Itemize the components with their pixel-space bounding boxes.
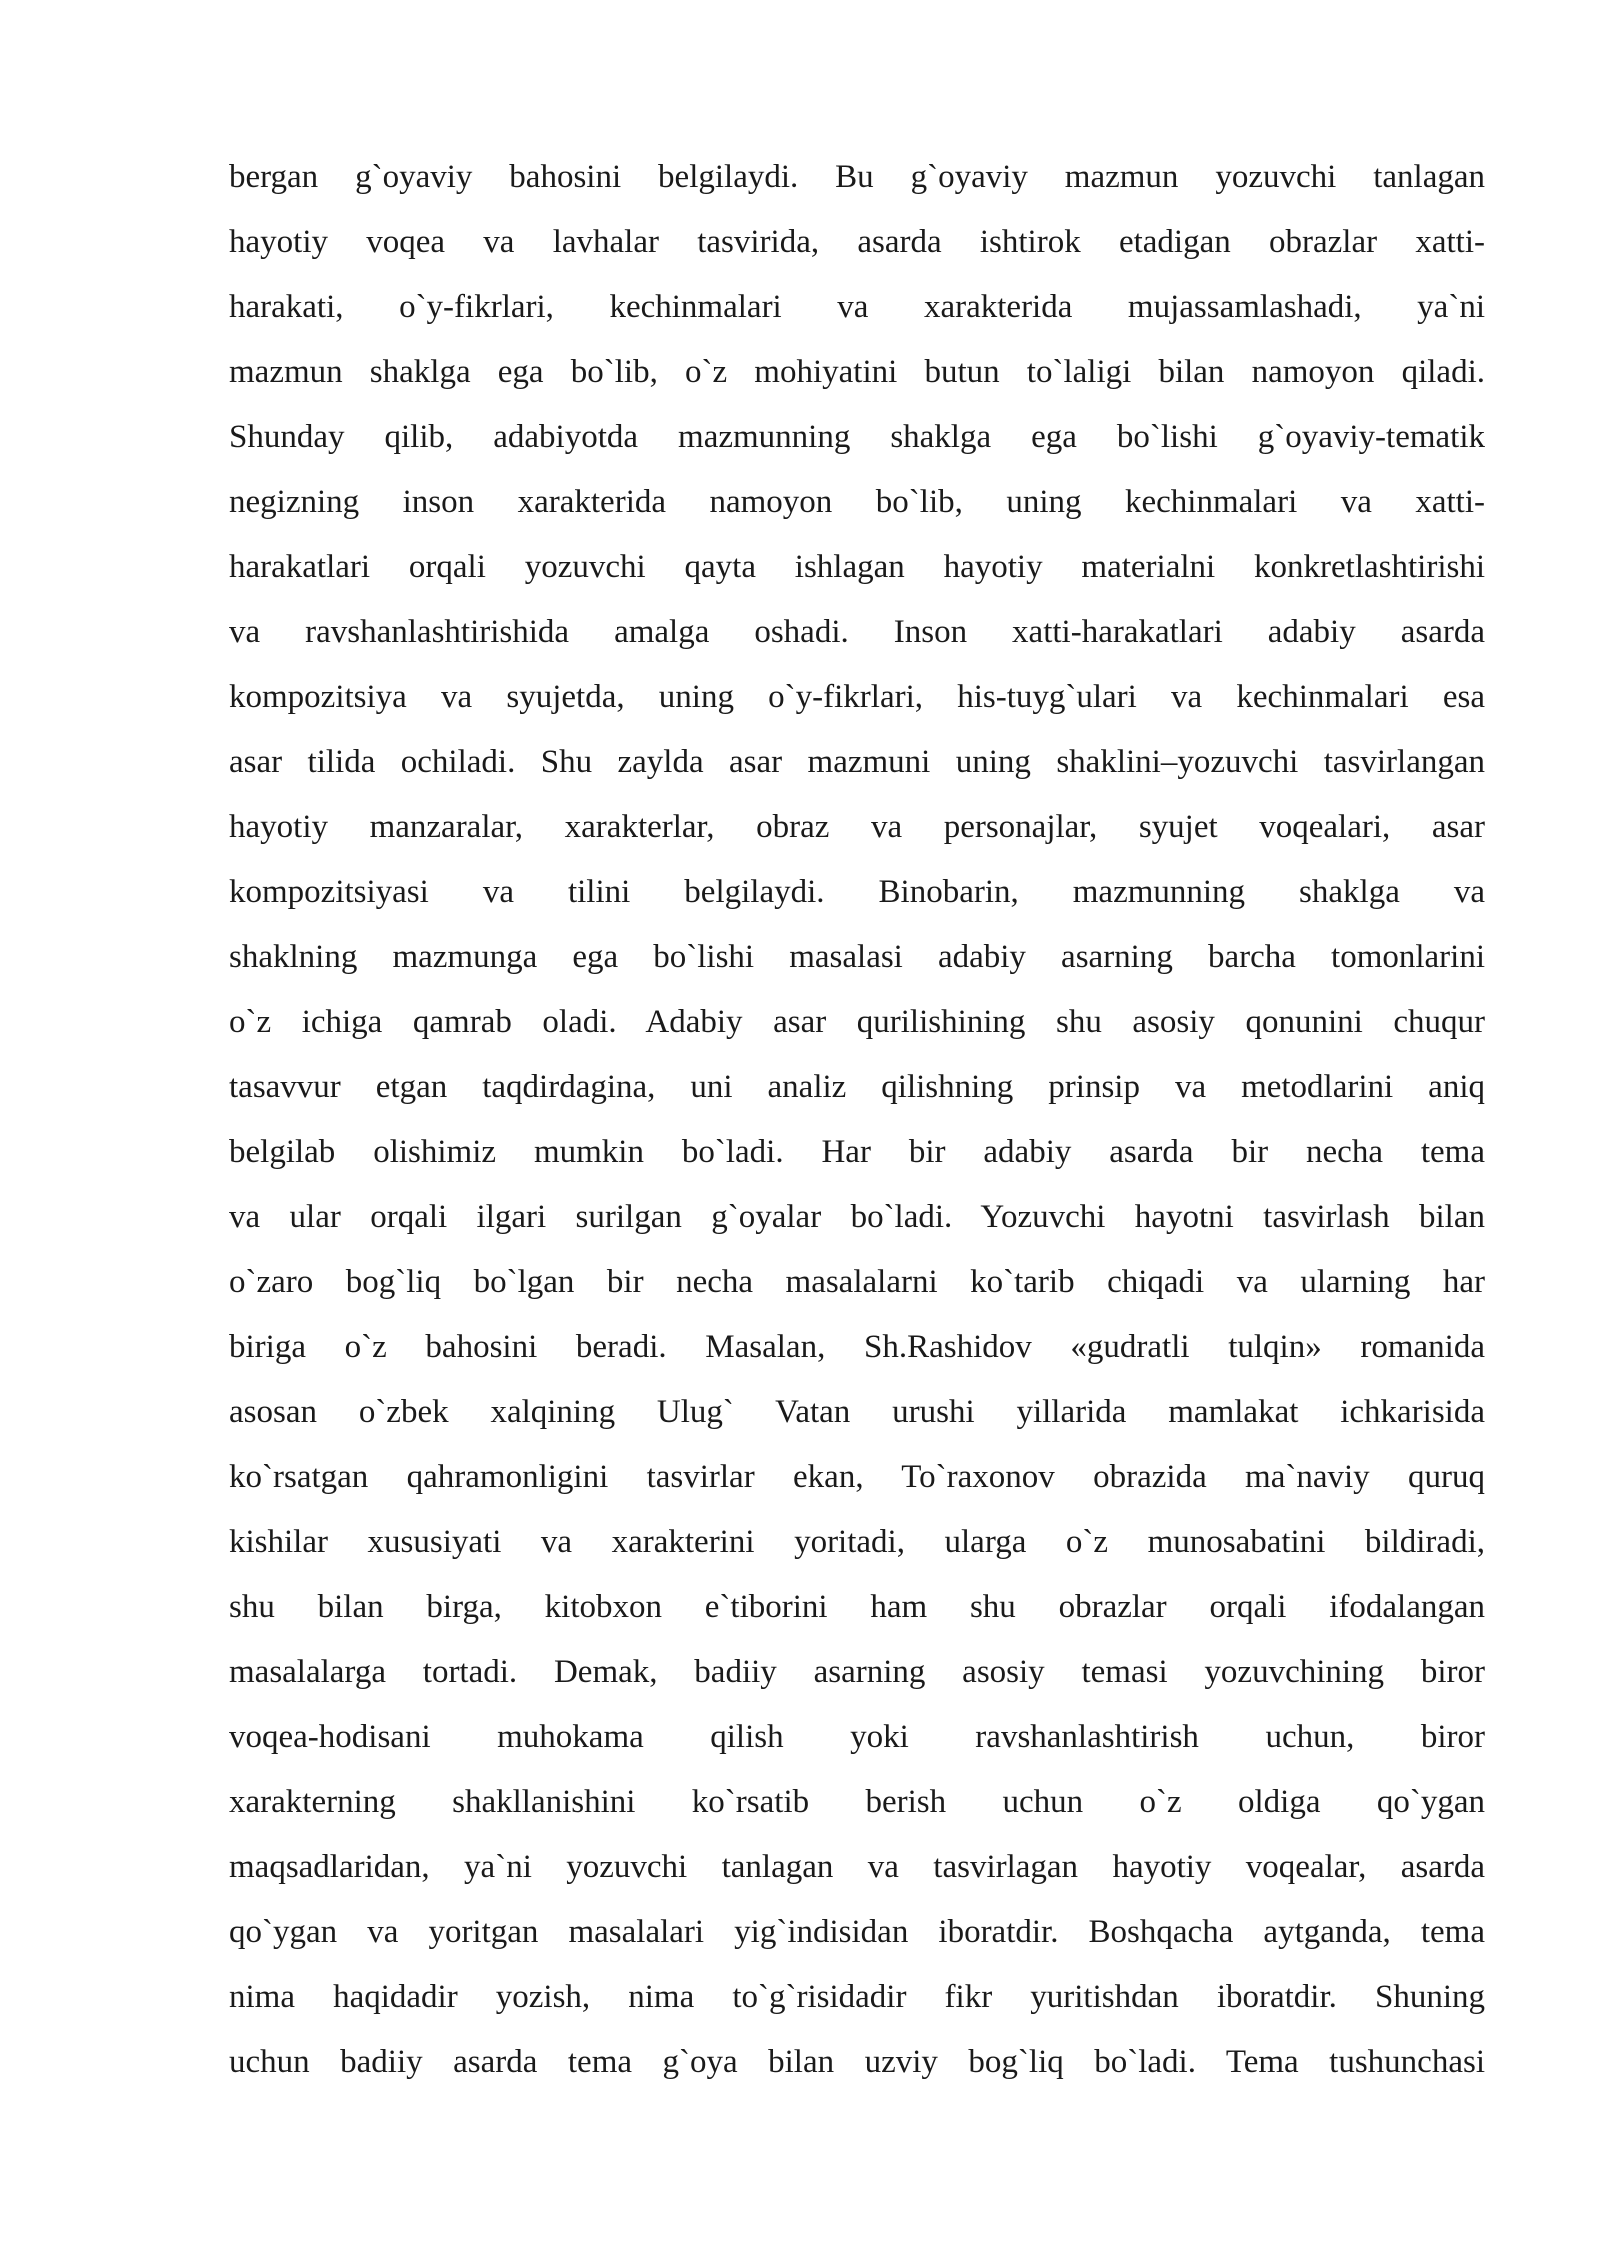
- text-line: voqea-hodisani muhokama qilish yoki ravshanlashtirish uchun, biror: [229, 1719, 1485, 1755]
- text-line: xarakterning shakllanishini ko`rsatib berish uchun o`z oldiga qo`ygan: [229, 1784, 1485, 1820]
- text-line: belgilab olishimiz mumkin bo`ladi. Har bir adabiy asarda bir necha tema: [229, 1134, 1485, 1170]
- text-line: maqsadlaridan, ya`ni yozuvchi tanlagan va tasvirlagan hayotiy voqealar, asarda: [229, 1849, 1485, 1885]
- text-line: shu bilan birga, kitobxon e`tiborini ham shu obrazlar orqali ifodalangan: [229, 1589, 1485, 1625]
- text-line: biriga o`z bahosini beradi. Masalan, Sh.Rashidov «gudratli tulqin» romanida: [229, 1329, 1485, 1365]
- text-line: tasavvur etgan taqdirdagina, uni analiz qilishning prinsip va metodlarini aniq: [229, 1069, 1485, 1105]
- text-line: uchun badiiy asarda tema g`oya bilan uzviy bog`liq bo`ladi. Tema tushunchasi: [229, 2044, 1485, 2080]
- text-line: hayotiy manzaralar, xarakterlar, obraz va personajlar, syujet voqealari, asar: [229, 809, 1485, 845]
- text-line: qo`ygan va yoritgan masalalari yig`indisidan iboratdir. Boshqacha aytganda, tema: [229, 1914, 1485, 1950]
- text-line: kompozitsiya va syujetda, uning o`y-fikrlari, his-tuyg`ulari va kechinmalari esa: [229, 679, 1485, 715]
- body-text: [229, 150, 1485, 2100]
- text-line: negizning inson xarakterida namoyon bo`lib, uning kechinmalari va xatti-: [229, 484, 1485, 520]
- text-line: o`z ichiga qamrab oladi. Adabiy asar qurilishining shu asosiy qonunini chuqur: [229, 1004, 1485, 1040]
- text-line: o`zaro bog`liq bo`lgan bir necha masalalarni ko`tarib chiqadi va ularning har: [229, 1264, 1485, 1300]
- text-line: masalalarga tortadi. Demak, badiiy asarning asosiy temasi yozuvchining biror: [229, 1654, 1485, 1690]
- text-line: va ular orqali ilgari surilgan g`oyalar bo`ladi. Yozuvchi hayotni tasvirlash bilan: [229, 1199, 1485, 1235]
- text-line: asar tilida ochiladi. Shu zaylda asar mazmuni uning shaklini–yozuvchi tasvirlangan: [229, 744, 1485, 780]
- text-line: va ravshanlashtirishida amalga oshadi. Inson xatti-harakatlari adabiy asarda: [229, 614, 1485, 650]
- text-line: kompozitsiyasi va tilini belgilaydi. Binobarin, mazmunning shaklga va: [229, 874, 1485, 910]
- text-line: asosan o`zbek xalqining Ulug` Vatan urushi yillarida mamlakat ichkarisida: [229, 1394, 1485, 1430]
- text-line: harakati, o`y-fikrlari, kechinmalari va xarakterida mujassamlashadi, ya`ni: [229, 289, 1485, 325]
- text-line: harakatlari orqali yozuvchi qayta ishlagan hayotiy materialni konkretlashtirishi: [229, 549, 1485, 585]
- text-line: Shunday qilib, adabiyotda mazmunning shaklga ega bo`lishi g`oyaviy-tematik: [229, 419, 1485, 455]
- text-line: shaklning mazmunga ega bo`lishi masalasi adabiy asarning barcha tomonlarini: [229, 939, 1485, 975]
- text-line: hayotiy voqea va lavhalar tasvirida, asarda ishtirok etadigan obrazlar xatti-: [229, 224, 1485, 260]
- text-line: bergan g`oyaviy bahosini belgilaydi. Bu g`oyaviy mazmun yozuvchi tanlagan: [229, 159, 1485, 195]
- text-line: nima haqidadir yozish, nima to`g`risidadir fikr yuritishdan iboratdir. Shuning: [229, 1979, 1485, 2015]
- text-line: kishilar xususiyati va xarakterini yoritadi, ularga o`z munosabatini bildiradi,: [229, 1524, 1485, 1560]
- text-line: ko`rsatgan qahramonligini tasvirlar ekan, To`raxonov obrazida ma`naviy quruq: [229, 1459, 1485, 1495]
- text-line: mazmun shaklga ega bo`lib, o`z mohiyatini butun to`laligi bilan namoyon qiladi.: [229, 354, 1485, 390]
